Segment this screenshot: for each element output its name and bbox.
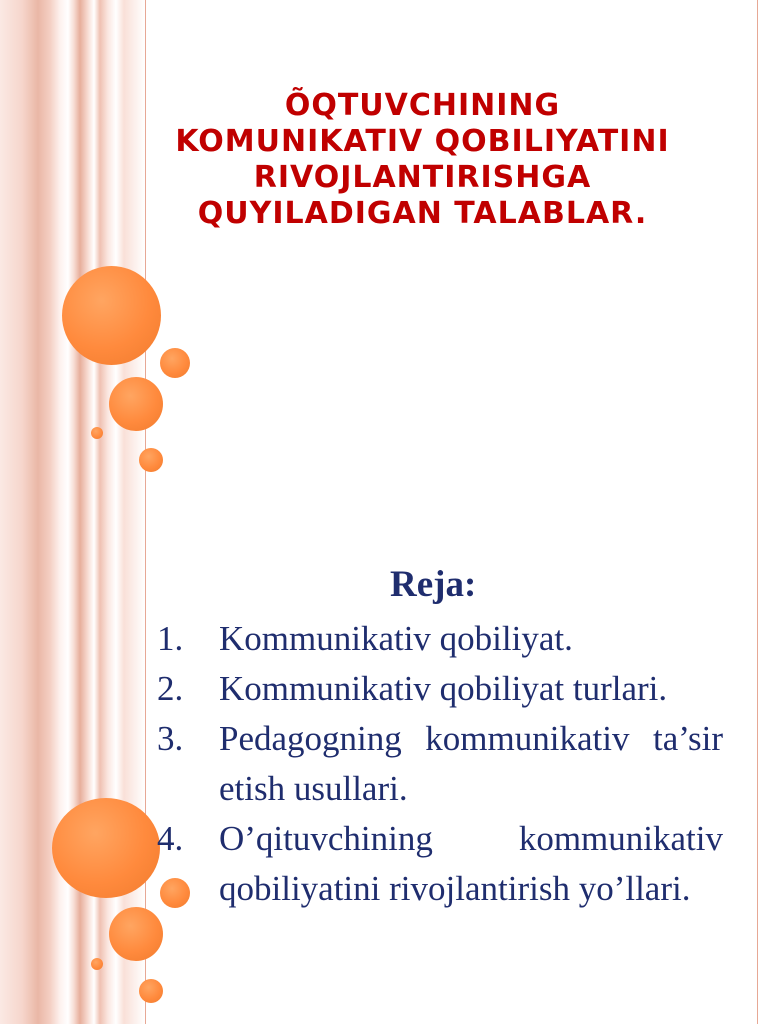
plan-item bbox=[157, 614, 723, 664]
plan-item bbox=[157, 714, 723, 814]
plan-item-number: 2. bbox=[157, 669, 184, 708]
decorative-circle-medium bbox=[109, 907, 163, 961]
decorative-circle-tiny bbox=[91, 427, 103, 439]
plan-list bbox=[157, 614, 723, 914]
plan-item-text: O’qituvchining kommunikativ qobiliyatini rivojlantirish yo’llari. bbox=[219, 819, 723, 908]
plan-item bbox=[157, 664, 723, 714]
decorative-circle-small bbox=[160, 348, 190, 378]
decorative-circle-medium bbox=[109, 377, 163, 431]
plan-item-number: 4. bbox=[157, 819, 184, 858]
decorative-circle-tiny bbox=[91, 958, 103, 970]
decorative-circle-large bbox=[62, 266, 161, 365]
decorative-circle-small bbox=[139, 448, 163, 472]
plan-item-text: Kommunikativ qobiliyat. bbox=[219, 619, 573, 658]
plan-item bbox=[157, 814, 723, 914]
plan-item-text: Kommunikativ qobiliyat turlari. bbox=[219, 669, 668, 708]
right-edge-line bbox=[757, 0, 758, 1024]
slide-title: ÕQTUVCHINING KOMUNIKATIV QOBILIYATINI RIVOJLANTIRISHGA QUYILADIGAN TALABLAR. bbox=[175, 88, 670, 231]
plan-item-number: 1. bbox=[157, 619, 184, 658]
plan-heading: Reja: bbox=[390, 564, 477, 605]
decorative-circle-large bbox=[52, 798, 160, 898]
plan-item-number: 3. bbox=[157, 719, 184, 758]
decorative-circle-small bbox=[139, 979, 163, 1003]
plan-item-text: Pedagogning kommunikativ ta’sir etish usullari. bbox=[219, 719, 723, 808]
